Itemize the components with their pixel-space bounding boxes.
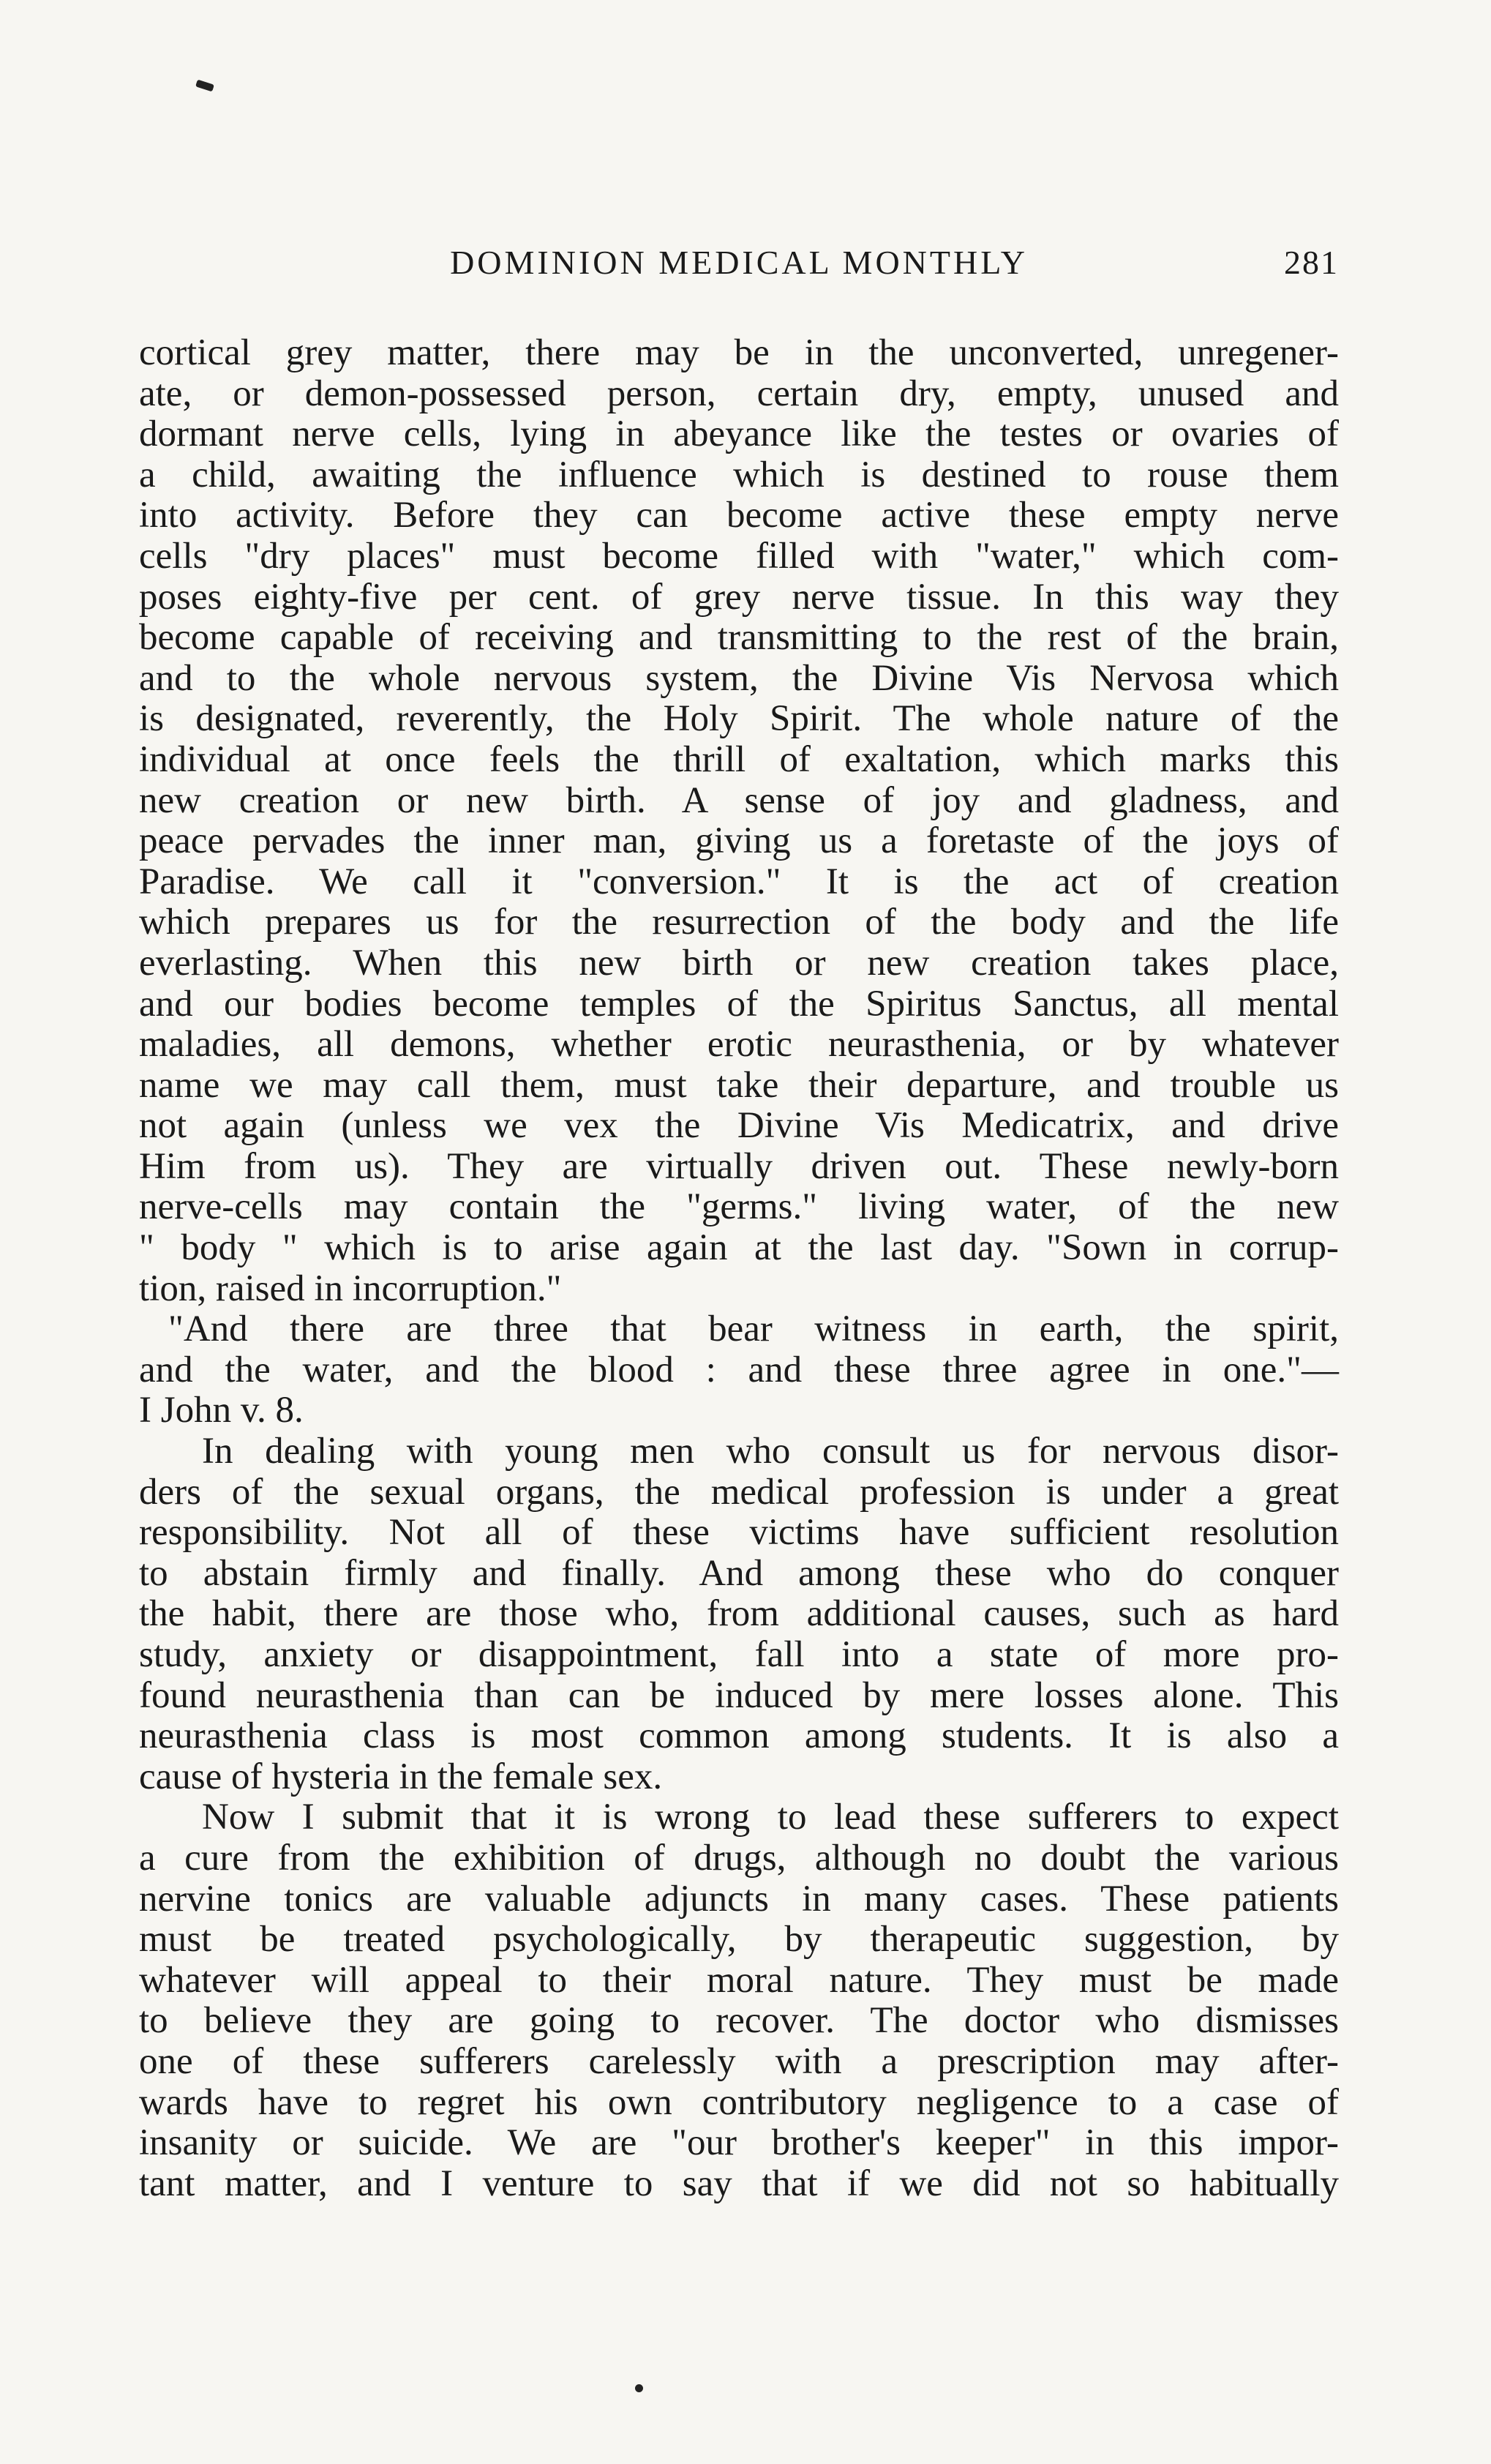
printer-mark: [195, 80, 214, 92]
text-line: dormant nerve cells, lying in abeyance like the testes or ovaries of: [139, 413, 1339, 455]
text-line: tant matter, and I venture to say that if we did not so habitually: [139, 2162, 1339, 2204]
text-line: neurasthenia class is most common among students. It is also a: [139, 1715, 1339, 1757]
text-line: not again (unless we vex the Divine Vis Medicatrix, and drive: [139, 1105, 1339, 1147]
text-line: whatever will appeal to their moral nature. They must be made: [139, 1959, 1339, 2001]
text-line: "And there are three that bear witness in earth, the spirit,: [168, 1308, 1339, 1350]
text-line: peace pervades the inner man, giving us a foretaste of the joys of: [139, 820, 1339, 862]
text-line: Him from us). They are virtually driven out. These newly-born: [139, 1145, 1339, 1187]
text-line: wards have to regret his own contributory negligence to a case of: [139, 2081, 1339, 2123]
text-line: nerve-cells may contain the "germs." living water, of the new: [139, 1186, 1339, 1228]
text-line: cause of hysteria in the female sex.: [139, 1756, 663, 1797]
text-line: into activity. Before they can become active these empty nerve: [139, 495, 1339, 536]
text-line: to believe they are going to recover. The doctor who dismisses: [139, 2000, 1339, 2042]
text-line: cells "dry places" must become filled with "water," which com-: [139, 535, 1339, 577]
text-line: and to the whole nervous system, the Divine Vis Nervosa which: [139, 657, 1339, 699]
text-line: nervine tonics are valuable adjuncts in many cases. These patients: [139, 1878, 1339, 1920]
text-line: and our bodies become temples of the Spiritus Sanctus, all mental: [139, 983, 1339, 1025]
text-line: a cure from the exhibition of drugs, although no doubt the various: [139, 1837, 1339, 1879]
text-line: insanity or suicide. We are "our brother's keeper" in this impor-: [139, 2122, 1339, 2164]
text-line: to abstain firmly and finally. And among these who do conquer: [139, 1552, 1339, 1594]
page-number: 281: [1284, 244, 1339, 281]
text-line: become capable of receiving and transmitting to the rest of the brain,: [139, 617, 1339, 659]
page-header: [139, 243, 1339, 302]
printer-dot: [635, 2384, 643, 2392]
text-line: and the water, and the blood : and these three agree in one."—: [139, 1349, 1339, 1390]
text-line: maladies, all demons, whether erotic neurasthenia, or by whatever: [139, 1024, 1339, 1066]
text-line: which prepares us for the resurrection of the body and the life: [139, 902, 1339, 943]
text-line: poses eighty-five per cent. of grey nerve tissue. In this way they: [139, 576, 1339, 618]
text-line: tion, raised in incorruption.": [139, 1267, 562, 1309]
text-line: Paradise. We call it "conversion." It is the act of creation: [139, 861, 1339, 902]
text-line: ate, or demon-possessed person, certain dry, empty, unused and: [139, 372, 1339, 414]
text-line: " body " which is to arise again at the last day. "Sown in corrup-: [139, 1227, 1339, 1269]
text-line: one of these sufferers carelessly with a prescription may after-: [139, 2040, 1339, 2082]
text-line: name we may call them, must take their departure, and trouble us: [139, 1064, 1339, 1106]
text-line: responsibility. Not all of these victims have sufficient resolution: [139, 1512, 1339, 1554]
text-line: ders of the sexual organs, the medical profession is under a great: [139, 1471, 1339, 1513]
text-line: cortical grey matter, there may be in the unconverted, unregener-: [139, 332, 1339, 373]
text-line: new creation or new birth. A sense of joy and gladness, and: [139, 779, 1339, 821]
text-line: a child, awaiting the influence which is destined to rouse them: [139, 454, 1339, 495]
text-line: is designated, reverently, the Holy Spirit. The whole nature of the: [139, 698, 1339, 740]
text-line: study, anxiety or disappointment, fall into a state of more pro-: [139, 1634, 1339, 1675]
body-text: [139, 333, 1339, 2204]
text-line: Now I submit that it is wrong to lead these sufferers to expect: [202, 1797, 1339, 1838]
text-line: must be treated psychologically, by therapeutic suggestion, by: [139, 1919, 1339, 1961]
running-head: DOMINION MEDICAL MONTHLY: [450, 244, 1028, 281]
text-line: found neurasthenia than can be induced by mere losses alone. This: [139, 1674, 1339, 1716]
text-line: In dealing with young men who consult us for nervous disor-: [202, 1431, 1339, 1472]
text-line: I John v. 8.: [139, 1390, 304, 1431]
text-line: the habit, there are those who, from additional causes, such as hard: [139, 1593, 1339, 1635]
text-line: everlasting. When this new birth or new creation takes place,: [139, 942, 1339, 984]
text-line: individual at once feels the thrill of exaltation, which marks this: [139, 738, 1339, 780]
